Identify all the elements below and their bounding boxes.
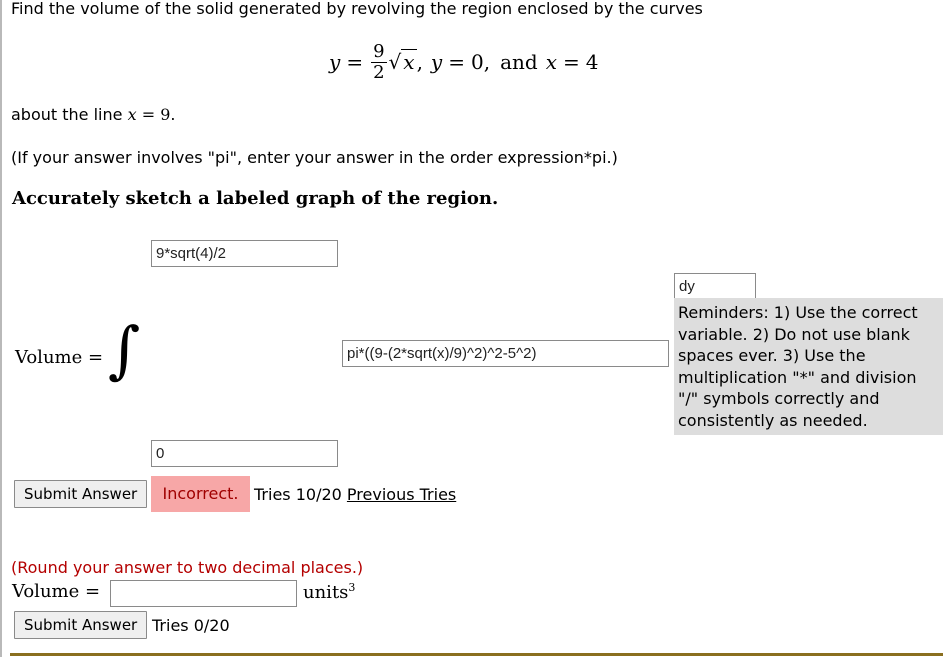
pi-note: (If your answer involves "pi", enter your answer in the order expression*pi.) [11, 148, 618, 167]
submit-answer-button-2[interactable]: Submit Answer [14, 611, 147, 639]
eq-y1: y [329, 50, 341, 74]
fraction-nine-halves [371, 42, 386, 83]
about-val: 9 [160, 105, 171, 124]
about-x: x [127, 105, 137, 124]
final-volume-input[interactable] [110, 580, 297, 607]
eq-equals-3: = [562, 50, 580, 74]
fraction-numerator: 9 [373, 40, 385, 62]
eq-and: and [500, 50, 538, 74]
eq-comma-2: , [483, 50, 491, 74]
previous-tries-link[interactable]: Previous Tries [346, 485, 457, 504]
fraction-denominator: 2 [373, 61, 385, 83]
sqrt-x: √ x [388, 50, 415, 74]
integral-symbol: ∫ [108, 313, 141, 386]
curves-equation [329, 34, 598, 90]
units-label [303, 581, 355, 603]
incorrect-badge: Incorrect. [151, 476, 250, 512]
eq-comma-1: , [416, 50, 423, 74]
final-volume-label: Volume = [12, 581, 101, 602]
eq-y2: y [430, 50, 443, 74]
tries-text-1: Tries 10/20 [254, 485, 342, 504]
about-line [11, 105, 175, 125]
eq-four: 4 [585, 50, 599, 74]
differential-input[interactable] [674, 273, 756, 300]
about-prefix: about the line [11, 105, 123, 124]
units-exponent: 3 [348, 581, 356, 594]
tries-counter-2: Tries 0/20 [152, 616, 230, 635]
radicand: x [403, 50, 415, 74]
eq-x: x [545, 50, 557, 74]
left-border [0, 0, 2, 657]
about-eq: = [141, 105, 156, 124]
submit-answer-button-1[interactable]: Submit Answer [14, 480, 147, 508]
problem-intro: Find the volume of the solid generated by revolving the region enclosed by the curves [11, 0, 703, 18]
integrand-input[interactable] [342, 340, 669, 367]
bottom-divider [10, 653, 943, 656]
upper-limit-input[interactable] [151, 240, 338, 267]
about-suffix: . [170, 105, 176, 124]
lower-limit-input[interactable] [151, 440, 338, 467]
eq-zero: 0 [471, 50, 484, 74]
integral-volume-label: Volume = [15, 347, 104, 368]
reminders-box: Reminders: 1) Use the correct variable. 2) Do not use blank spaces ever. 3) Use the multiplication "*" and division "/" symbols correctly and consistently as needed. [674, 298, 943, 435]
round-note: (Round your answer to two decimal places.) [11, 558, 364, 577]
eq-equals-1: = [346, 50, 364, 74]
tries-counter-1 [254, 485, 456, 504]
sketch-heading: Accurately sketch a labeled graph of the region. [12, 188, 499, 209]
units-text: units [303, 582, 349, 603]
eq-equals-2: = [448, 50, 465, 74]
